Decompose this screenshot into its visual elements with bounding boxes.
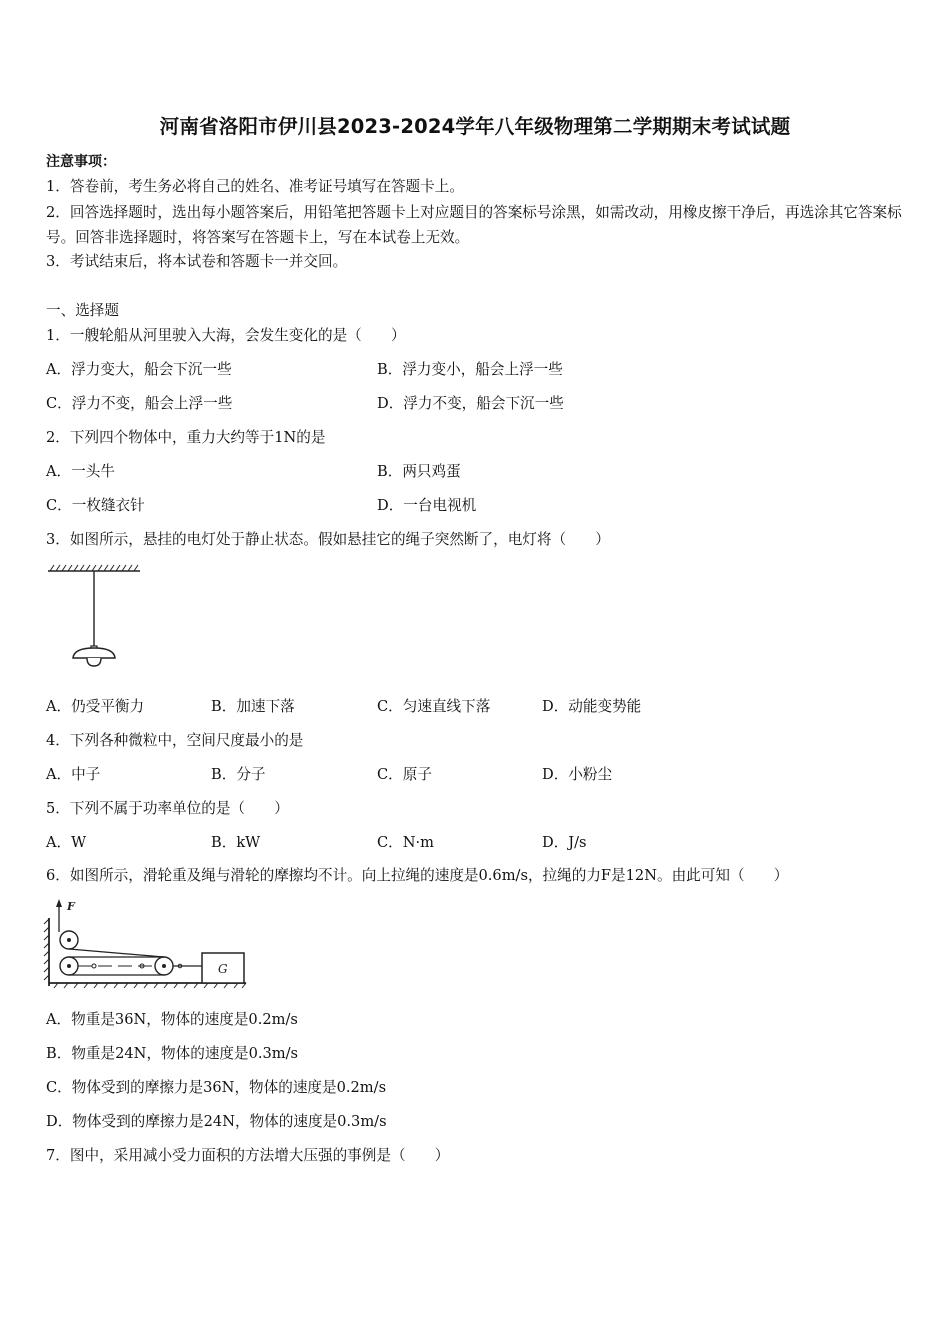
- option-b[interactable]: B．物重是24N，物体的速度是0.3m/s: [46, 1045, 299, 1062]
- option-d[interactable]: D．物体受到的摩擦力是24N，物体的速度是0.3m/s: [46, 1113, 387, 1130]
- notice-heading: 注意事项：: [46, 154, 116, 170]
- question-stem: 5．下列不属于功率单位的是（ ）: [46, 800, 289, 817]
- question-stem: 3．如图所示，悬挂的电灯处于静止状态。假如悬挂它的绳子突然断了，电灯将（ ）: [46, 531, 610, 548]
- question-stem: 4．下列各种微粒中，空间尺度最小的是: [46, 732, 304, 749]
- option-a[interactable]: A．中子: [46, 766, 101, 783]
- option-b[interactable]: B．浮力变小，船会上浮一些: [377, 361, 563, 378]
- option-d[interactable]: D．小粉尘: [542, 766, 613, 783]
- option-c[interactable]: C．原子: [377, 766, 432, 783]
- page-title: 河南省洛阳市伊川县2023-2024学年八年级物理第二学期期末考试试题: [159, 115, 791, 138]
- weight-label: G: [218, 962, 228, 976]
- question-stem: 7．图中，采用减小受力面积的方法增大压强的事例是（ ）: [46, 1147, 450, 1164]
- option-a[interactable]: A．浮力变大，船会下沉一些: [46, 361, 232, 378]
- notice-item: 1．答卷前，考生务必将自己的姓名、准考证号填写在答题卡上。: [46, 178, 464, 195]
- option-c[interactable]: C．物体受到的摩擦力是36N，物体的速度是0.2m/s: [46, 1079, 387, 1096]
- question-stem: 2．下列四个物体中，重力大约等于1N的是: [46, 429, 326, 446]
- option-d[interactable]: D．浮力不变，船会下沉一些: [377, 395, 564, 412]
- option-d[interactable]: D．J/s: [542, 834, 587, 851]
- option-c[interactable]: C．一枚缝衣针: [46, 497, 145, 514]
- option-b[interactable]: B．分子: [211, 766, 266, 783]
- pulley-system-figure: [42, 896, 248, 990]
- option-a[interactable]: A．W: [46, 834, 87, 851]
- option-b[interactable]: B．加速下落: [211, 698, 295, 715]
- question-stem: 1．一艘轮船从河里驶入大海，会发生变化的是（ ）: [46, 327, 406, 344]
- option-a[interactable]: A．物重是36N，物体的速度是0.2m/s: [46, 1011, 298, 1028]
- option-c[interactable]: C．匀速直线下落: [377, 698, 491, 715]
- option-d[interactable]: D．一台电视机: [377, 497, 477, 514]
- notice-item: 3．考试结束后，将本试卷和答题卡一并交回。: [46, 253, 348, 270]
- option-d[interactable]: D．动能变势能: [542, 698, 642, 715]
- option-c[interactable]: C．浮力不变，船会上浮一些: [46, 395, 233, 412]
- hanging-lamp-figure: [44, 562, 148, 674]
- notice-item: 2．回答选择题时，选出每小题答案后，用铅笔把答题卡上对应题目的答案标号涂黑，如需改动，用橡皮擦干净后，再选涂其它答案标号。回答非选择题时，将答案写在答题卡上，写在本试卷上无效。: [46, 204, 902, 246]
- option-a[interactable]: A．一头牛: [46, 463, 115, 480]
- option-c[interactable]: C．N·m: [377, 834, 435, 851]
- section-heading: 一、选择题: [46, 302, 119, 319]
- force-label: F: [67, 900, 75, 913]
- option-a[interactable]: A．仍受平衡力: [46, 698, 145, 715]
- option-b[interactable]: B．kW: [211, 834, 261, 851]
- question-stem: 6．如图所示，滑轮重及绳与滑轮的摩擦均不计。向上拉绳的速度是0.6m/s，拉绳的力F是12N。由此可知（ ）: [46, 867, 789, 884]
- option-b[interactable]: B．两只鸡蛋: [377, 463, 461, 480]
